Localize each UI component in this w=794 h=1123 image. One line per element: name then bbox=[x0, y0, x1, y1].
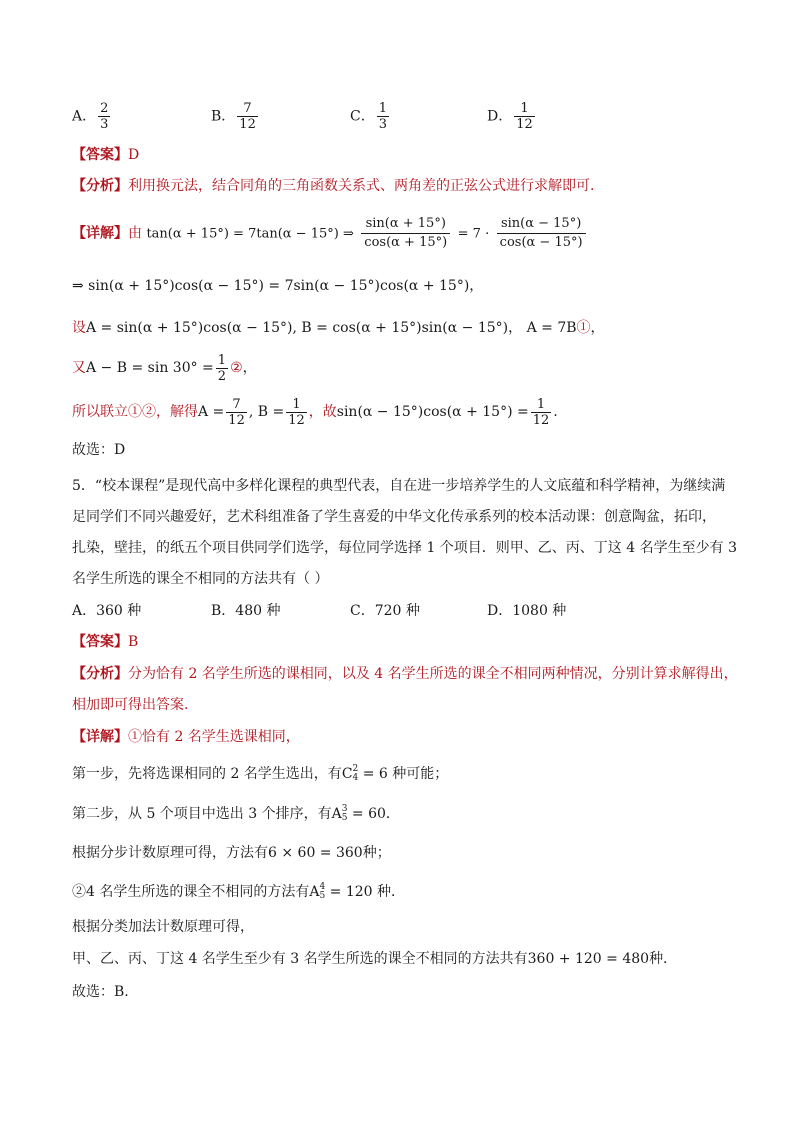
step-text: 第二步，从 5 个项目中选出 3 个排序，有 bbox=[72, 806, 332, 822]
equation-text: A − B = sin 30° = bbox=[86, 360, 214, 376]
denominator: cos(α + 15°) bbox=[364, 235, 448, 250]
denominator: 12 bbox=[228, 412, 245, 428]
q4-detail-eq2 bbox=[72, 276, 483, 296]
equation-fraction bbox=[286, 397, 307, 428]
equation-fraction bbox=[531, 397, 552, 428]
answer-tag: 【答案】 bbox=[72, 147, 128, 163]
math-letter: A bbox=[331, 806, 342, 822]
equation-fraction bbox=[361, 215, 450, 252]
denominator: 3 bbox=[100, 117, 109, 132]
q5-stem-line bbox=[72, 507, 716, 527]
equation-fraction bbox=[497, 215, 586, 252]
math-letter: C bbox=[341, 766, 353, 782]
equation-text: A = bbox=[198, 404, 225, 420]
numerator: 2 bbox=[100, 101, 109, 116]
numerator: sin(α − 15°) bbox=[497, 215, 586, 234]
q4-option-c bbox=[350, 101, 391, 132]
stem-text: 名学生所选的课全不相同的方法共有（ ） bbox=[72, 571, 329, 587]
circle-marker: ① bbox=[576, 320, 591, 336]
detail-lead: 由 bbox=[128, 225, 142, 242]
numerator: 1 bbox=[286, 397, 307, 413]
option-text: C．720 种 bbox=[350, 603, 420, 619]
equation-part: tan(α + 15°) = 7tan(α − 15°) ⇒ bbox=[146, 226, 354, 242]
conclusion-text: 故选：D bbox=[72, 442, 126, 458]
detail-tag: 【详解】 bbox=[72, 729, 128, 745]
q5-analysis-l1 bbox=[72, 664, 738, 684]
q4-detail-eq3 bbox=[72, 318, 605, 338]
denominator: 3 bbox=[378, 117, 387, 132]
punct: . bbox=[553, 404, 558, 420]
q4-conclusion bbox=[72, 440, 125, 460]
analysis-text: 利用换元法，结合同角的三角函数关系式、两角差的正弦公式进行求解即可. bbox=[128, 178, 595, 194]
math-letter: A bbox=[309, 884, 320, 900]
q5-conclusion bbox=[72, 982, 129, 1002]
eq-lead: 设 bbox=[72, 320, 86, 336]
eq-so: ，故 bbox=[308, 404, 337, 420]
answer-tag: 【答案】 bbox=[72, 634, 128, 650]
numerator: 1 bbox=[514, 101, 535, 117]
q5-sum-l1 bbox=[72, 917, 254, 937]
q4-option-b bbox=[211, 101, 260, 132]
q4-option-d bbox=[487, 101, 537, 132]
superscript: 2 bbox=[352, 764, 359, 774]
q5-step2 bbox=[72, 804, 400, 824]
equation-fraction bbox=[216, 353, 228, 384]
option-text: D．1080 种 bbox=[487, 603, 567, 619]
q5-option-a bbox=[72, 600, 141, 620]
eq-lead: 又 bbox=[72, 360, 86, 376]
step-text: 种； bbox=[362, 845, 391, 861]
circle-marker: ①② bbox=[128, 404, 156, 420]
answer-value: B bbox=[128, 634, 139, 650]
analysis-tag: 【分析】 bbox=[72, 178, 128, 194]
denominator: 12 bbox=[288, 412, 305, 428]
q5-stem-line bbox=[72, 476, 725, 496]
option-fraction bbox=[98, 101, 110, 132]
numerator: 1 bbox=[531, 397, 552, 413]
subscript: 5 bbox=[319, 891, 326, 901]
q4-answer bbox=[72, 145, 139, 165]
option-fraction bbox=[514, 101, 535, 132]
denominator: 2 bbox=[217, 368, 227, 384]
q5-option-d bbox=[487, 600, 566, 620]
analysis-tag: 【分析】 bbox=[72, 666, 128, 682]
equation-text: sin(α − 15°)cos(α + 15°) = bbox=[336, 404, 529, 420]
arrangement-symbol bbox=[332, 806, 348, 822]
answer-value: D bbox=[128, 147, 140, 163]
equation-text: 360 + 120 = 480 bbox=[527, 951, 650, 967]
q5-analysis-l2 bbox=[72, 695, 188, 715]
subscript: 5 bbox=[341, 813, 348, 823]
equation-text: , B = bbox=[248, 404, 285, 420]
punct: ， bbox=[242, 360, 257, 376]
conclusion-text: 故选：B. bbox=[72, 984, 129, 1000]
q5-step1 bbox=[72, 764, 448, 784]
numerator: sin(α + 15°) bbox=[361, 215, 450, 234]
q4-detail-eq5 bbox=[72, 396, 558, 428]
equation-fraction bbox=[226, 397, 247, 428]
option-letter: B． bbox=[211, 108, 236, 125]
eq-lead: 所以联立 bbox=[72, 404, 128, 420]
q4-detail-eq4 bbox=[72, 352, 257, 384]
option-text: A．360 种 bbox=[72, 603, 142, 619]
denominator: 12 bbox=[516, 117, 533, 132]
step-text: = 120 种． bbox=[325, 884, 406, 900]
combination-symbol bbox=[342, 766, 358, 782]
detail-tag: 【详解】 bbox=[72, 225, 128, 242]
q5-case2 bbox=[72, 882, 405, 902]
analysis-text: 相加即可得出答案. bbox=[72, 697, 189, 713]
step-text: 根据分类加法计数原理可得， bbox=[72, 919, 254, 935]
equation-text: ⇒ sin(α + 15°)cos(α − 15°) = 7sin(α − 15°)cos(α + 15°)， bbox=[72, 278, 484, 294]
q5-step3 bbox=[72, 843, 391, 863]
analysis-text: 分为恰有 2 名学生所选的课相同，以及 4 名学生所选的课全不相同两种情况，分别计算求解得出， bbox=[128, 666, 738, 682]
q5-answer bbox=[72, 632, 138, 652]
equation-text: 6 × 60 = 360 bbox=[268, 845, 363, 861]
q4-detail-eq1 bbox=[72, 215, 589, 253]
punct: ， bbox=[590, 320, 605, 336]
stem-text: 5．“校本课程”是现代高中多样化课程的典型代表，自在进一步培养学生的人文底蕴和科学精神，为继续满 bbox=[72, 478, 726, 494]
superscript: 3 bbox=[341, 804, 348, 814]
equation-text: A = sin(α + 15°)cos(α − 15°), B = cos(α + 15°)sin(α − 15°)， bbox=[86, 320, 523, 336]
q5-sum-l2 bbox=[72, 949, 677, 969]
q5-option-c bbox=[350, 600, 420, 620]
option-letter: A． bbox=[72, 108, 97, 125]
q5-detail-l1 bbox=[72, 727, 300, 747]
q4-option-a bbox=[72, 101, 112, 132]
numerator: 1 bbox=[217, 352, 227, 368]
eq-mid: ，解得 bbox=[156, 404, 198, 420]
arrangement-symbol bbox=[309, 884, 325, 900]
numerator: 7 bbox=[237, 101, 258, 117]
stem-text: 足同学们不同兴趣爱好，艺术科组准备了学生喜爱的中华文化传承系列的校本活动课：创意陶盆，拓印， bbox=[72, 509, 716, 525]
step-text: 根据分步计数原理可得，方法有 bbox=[72, 845, 268, 861]
q5-option-b bbox=[211, 600, 280, 620]
option-text: B．480 种 bbox=[211, 603, 281, 619]
superscript: 4 bbox=[319, 882, 326, 892]
numerator: 1 bbox=[378, 101, 387, 116]
q4-analysis bbox=[72, 176, 594, 196]
subscript: 4 bbox=[352, 773, 359, 783]
equation-part: = 7 · bbox=[457, 226, 490, 242]
q5-stem-line bbox=[72, 538, 737, 558]
stem-text: 扎染，壁挂，的纸五个项目供同学们选学，每位同学选择 1 个项目．则甲、乙、丙、丁这 4 名学生至少有 3 bbox=[72, 540, 737, 556]
detail-text: ①恰有 2 名学生选课相同， bbox=[128, 729, 300, 745]
option-fraction bbox=[237, 101, 258, 132]
denominator: 12 bbox=[239, 117, 256, 132]
step-text: = 6 种可能； bbox=[358, 766, 449, 782]
circle-marker: ② bbox=[230, 360, 243, 376]
denominator: 12 bbox=[532, 412, 550, 428]
option-letter: D． bbox=[487, 108, 513, 125]
equation-text: A = 7B bbox=[526, 320, 577, 336]
step-text: = 60． bbox=[347, 806, 400, 822]
option-letter: C． bbox=[350, 108, 375, 125]
step-text: 甲、乙、丙、丁这 4 名学生至少有 3 名学生所选的课全不相同的方法共有 bbox=[72, 951, 528, 967]
numerator: 7 bbox=[226, 397, 247, 413]
q5-stem-line bbox=[72, 569, 328, 589]
step-text: ②4 名学生所选的课全不相同的方法有 bbox=[72, 884, 310, 900]
denominator: cos(α − 15°) bbox=[499, 235, 583, 250]
step-text: 第一步，先将选课相同的 2 名学生选出，有 bbox=[72, 766, 342, 782]
option-fraction bbox=[377, 101, 389, 132]
step-text: 种． bbox=[649, 951, 678, 967]
